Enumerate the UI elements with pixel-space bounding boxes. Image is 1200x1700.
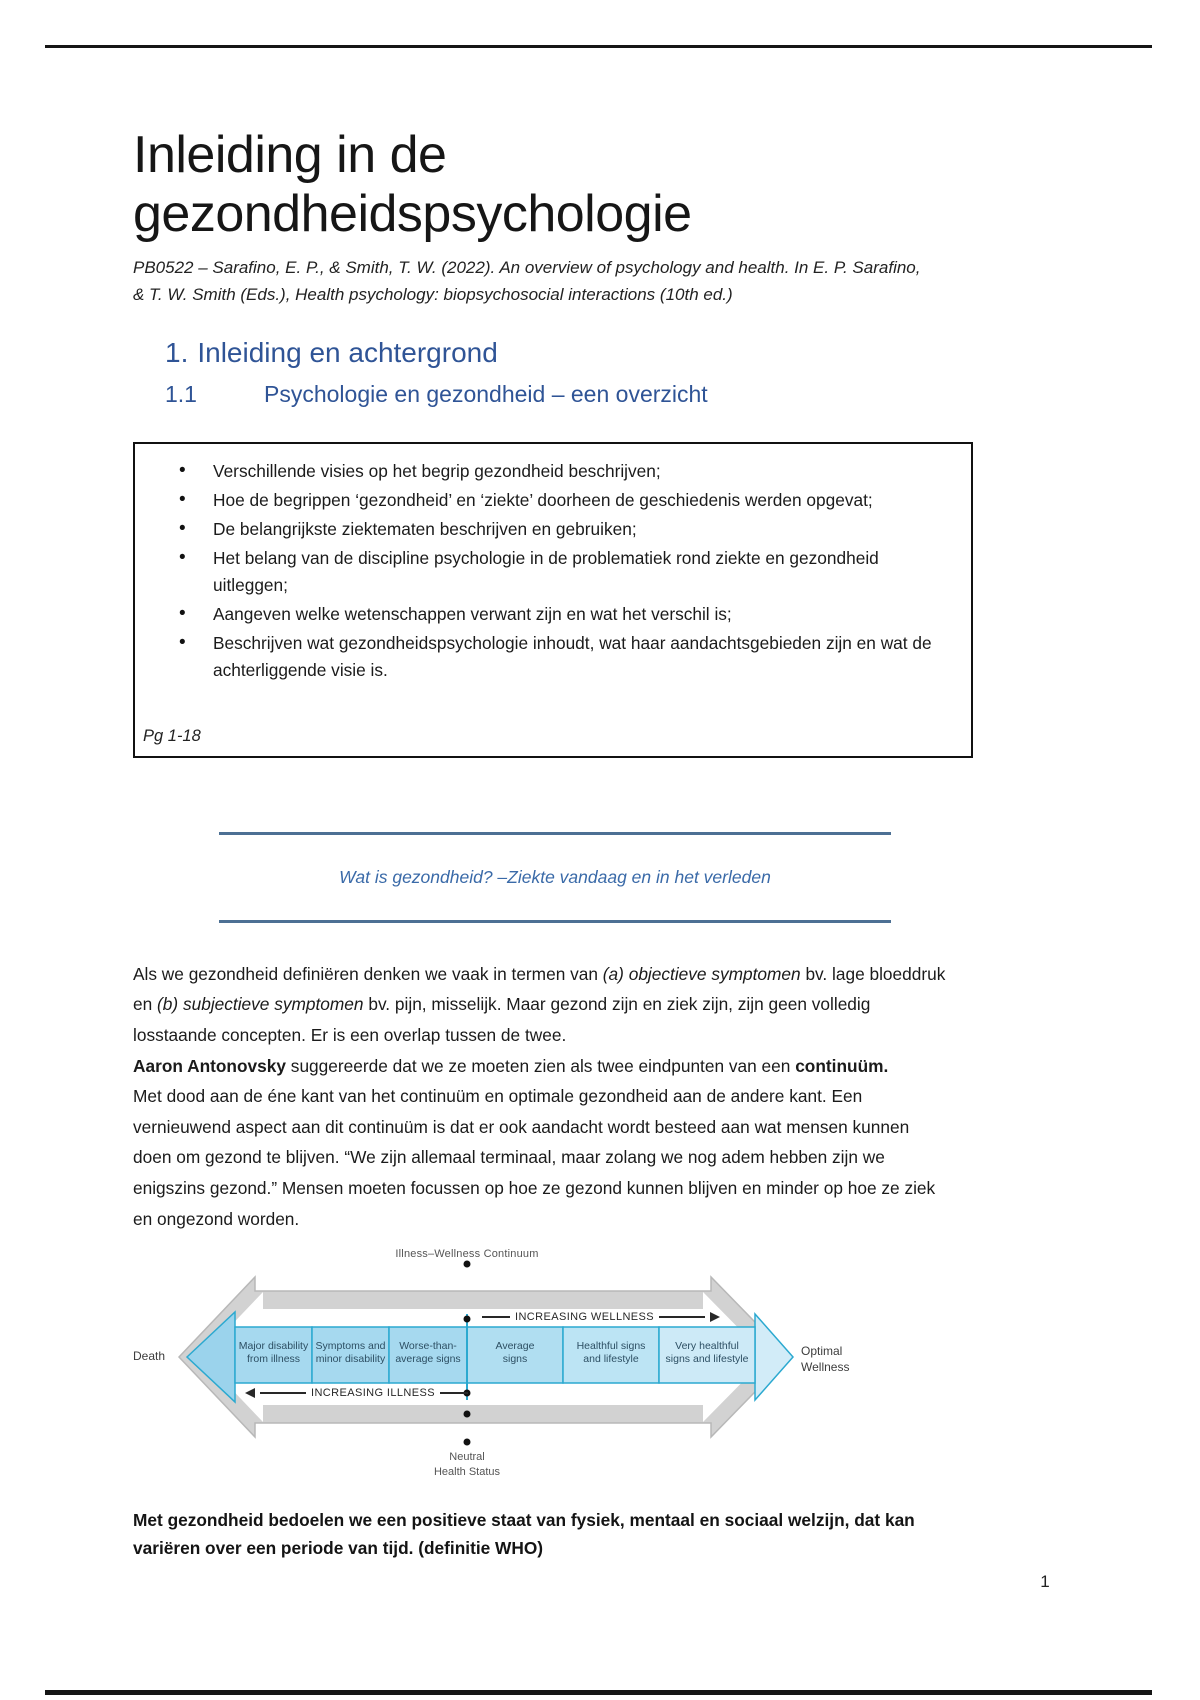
section-divider-title: Wat is gezondheid? –Ziekte vandaag en in het verleden [339, 866, 771, 887]
increasing-wellness-label [482, 1309, 720, 1325]
segment-text: signs and lifestyle [665, 1353, 749, 1366]
dash-line [659, 1316, 705, 1318]
death-label: Death [133, 1349, 166, 1364]
objective-item: • Verschillende visies op het begrip gezondheid beschrijven; [213, 458, 953, 484]
increasing-illness-label [245, 1385, 468, 1401]
subsection-heading-text: Psychologie en gezondheid – een overzicht [264, 380, 708, 407]
increasing-wellness-text: INCREASING WELLNESS [515, 1311, 655, 1324]
axis-dot [464, 1261, 471, 1268]
segment-text: Average [495, 1340, 535, 1353]
objectives-list [135, 456, 953, 683]
dash-line [482, 1316, 510, 1318]
continuum-segment [563, 1340, 659, 1366]
objective-item: • Het belang van de discipline psychologie in de problematiek rond ziekte en gezondheid uitleggen; [213, 545, 953, 598]
objective-item: • De belangrijkste ziektematen beschrijven en gebruiken; [213, 516, 953, 542]
objective-item: • Hoe de begrippen ‘gezondheid’ en ‘ziekte’ doorheen de geschiedenis werden opgevat; [213, 487, 953, 513]
neutral-line1: Neutral [449, 1451, 485, 1464]
body-paragraph-2: Aaron Antonovsky suggereerde dat we ze moeten zien als twee eindpunten van een continuüm. [133, 1055, 889, 1076]
body-paragraph-3: Met dood aan de éne kant van het continuüm en optimale gezondheid aan de andere kant. Een vernieuwend aspect aan dit continuüm is dat er ook aandacht wordt besteed aan wat mensen kunnen doen om gezond te blijven. “We zijn allemaal terminaal, maar zolang we nog adem hebben zijn we enigszins gezond.” Mensen moeten focussen op hoe ze gezond kunnen blijven en minder op hoe ze ziek en ongezond worden. [133, 1086, 936, 1229]
footer-rule [45, 1690, 1152, 1695]
dash-line [260, 1392, 306, 1394]
page-content [133, 0, 983, 1562]
segment-text: Major disability [238, 1340, 309, 1353]
objective-item: • Aangeven welke wetenschappen verwant zijn en wat het verschil is; [213, 601, 953, 627]
who-definition: Met gezondheid bedoelen we een positieve staat van fysiek, mentaal en sociaal welzijn, dat kan variëren over een periode van tijd. (definitie WHO) [133, 1510, 915, 1559]
segment-text: Healthful signs [576, 1340, 646, 1353]
right-arrow-icon [710, 1312, 720, 1322]
page-reference: Pg 1-18 [143, 726, 201, 745]
axis-dot [464, 1411, 471, 1418]
segment-text: signs [502, 1353, 528, 1366]
segment-text: Worse-than- [399, 1340, 457, 1353]
segment-text: from illness [246, 1353, 301, 1366]
dash-line [440, 1392, 468, 1394]
section-heading-text: Inleiding en achtergrond [197, 336, 498, 368]
body-paragraph-1: Als we gezondheid definiëren denken we vaak in termen van (a) objectieve symptomen bv. lage bloeddruk en (b) subjectieve symptomen bv. pijn, misselijk. Maar gezond zijn en ziek zijn, zijn geen volledig losstaande concepten. Er is een overlap tussen de twee. [133, 963, 946, 1046]
optimal-wellness-label [801, 1344, 877, 1375]
illness-wellness-diagram [133, 1246, 878, 1486]
section-divider [219, 832, 891, 923]
continuum-segment [312, 1340, 389, 1366]
section-heading [165, 337, 983, 369]
page-number: 1 [1040, 1572, 1050, 1591]
segment-text: Very healthful [675, 1340, 739, 1353]
optimal-wellness-line2: Wellness [801, 1359, 850, 1374]
subsection-heading [165, 381, 983, 408]
objective-item: • Beschrijven wat gezondheidspsychologie inhoudt, wat haar aandachtsgebieden zijn en wat de achterliggende visie is. [213, 630, 953, 683]
neutral-line2: Health Status [433, 1465, 501, 1478]
neutral-health-status-label [367, 1450, 567, 1479]
segment-text: Symptoms and [315, 1340, 386, 1353]
subsection-heading-number: 1.1 [165, 380, 197, 407]
left-arrow-icon [245, 1388, 255, 1398]
optimal-wellness-line1: Optimal [801, 1344, 843, 1359]
continuum-segment [389, 1340, 467, 1366]
section-heading-number: 1. [165, 336, 189, 368]
segment-text: minor disability [315, 1353, 386, 1366]
axis-dot [464, 1316, 471, 1323]
segment-text: and lifestyle [583, 1353, 639, 1366]
continuum-segment [467, 1340, 563, 1366]
segment-text: average signs [395, 1353, 461, 1366]
continuum-segment [235, 1340, 312, 1366]
axis-dot [464, 1439, 471, 1446]
citation: PB0522 – Sarafino, E. P., & Smith, T. W. (2022). An overview of psychology and health. In E. P. Sarafino, & T. W. Smith (Eds.), Health psychology: biopsychosocial interactions (10th ed.) [133, 257, 921, 305]
band-right-head [755, 1314, 793, 1400]
document-title [133, 126, 983, 244]
continuum-segment [659, 1340, 755, 1366]
learning-objectives-box [133, 442, 973, 758]
document-title-line1: Inleiding in de [133, 126, 447, 184]
diagram-title: Illness–Wellness Continuum [395, 1248, 539, 1261]
increasing-illness-text: INCREASING ILLNESS [311, 1387, 435, 1400]
document-title-line2: gezondheidspsychologie [133, 184, 692, 243]
